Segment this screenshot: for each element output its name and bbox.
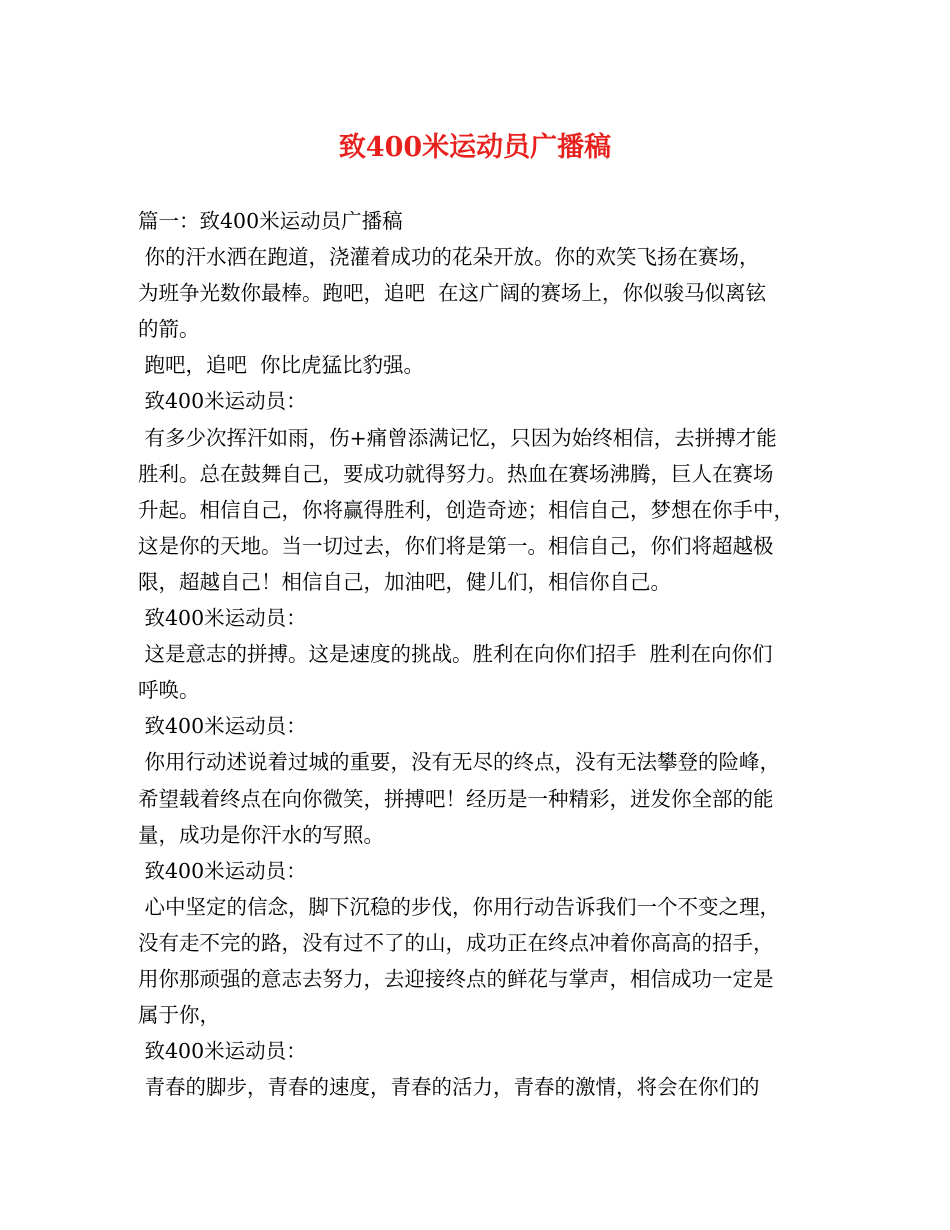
text-line: 希望载着终点在向你微笑，拼搏吧！经历是一种精彩，迸发你全部的能 <box>138 786 774 811</box>
text-line: 为班争光数你最棒。跑吧，追吧 在这广阔的赛场上，你似骏马似离铉 <box>138 281 767 306</box>
text-line: 你的汗水洒在跑道，浇灌着成功的花朵开放。你的欢笑飞扬在赛场， <box>138 245 760 270</box>
text-line: 篇一：致400米运动员广播稿 <box>138 209 403 233</box>
text-line: 致400米运动员： <box>138 389 307 414</box>
text-line: 属于你， <box>138 1003 220 1028</box>
text-line: 限，超越自己！相信自己，加油吧，健儿们，相信你自己。 <box>138 569 671 594</box>
text-line: 升起。相信自己，你将赢得胜利，创造奇迹；相信自己，梦想在你手中， <box>138 497 794 522</box>
text-line: 致400米运动员： <box>138 606 307 631</box>
text-line: 这是意志的拼搏。这是速度的挑战。胜利在向你们招手 胜利在向你们 <box>138 642 773 667</box>
text-line: 胜利。总在鼓舞自己，要成功就得努力。热血在赛场沸腾，巨人在赛场 <box>138 461 774 486</box>
text-line: 呼唤。 <box>138 678 200 703</box>
text-line: 你用行动述说着过城的重要，没有无尽的终点，没有无法攀登的险峰， <box>138 750 781 775</box>
text-line: 这是你的天地。当一切过去，你们将是第一。相信自己，你们将超越极 <box>138 533 774 558</box>
document-title: 致400米运动员广播稿 <box>338 132 612 163</box>
text-line: 致400米运动员： <box>138 714 307 739</box>
text-line: 的箭。 <box>138 317 200 342</box>
text-line: 致400米运动员： <box>138 858 307 883</box>
document-body <box>138 203 818 1105</box>
text-line: 跑吧，追吧 你比虎猛比豹强。 <box>138 353 425 378</box>
text-line: 致400米运动员： <box>138 1039 307 1064</box>
text-line: 青春的脚步，青春的速度，青春的活力，青春的激情，将会在你们的 <box>138 1075 760 1100</box>
text-line: 没有走不完的路，没有过不了的山，成功正在终点冲着你高高的招手， <box>138 930 774 955</box>
text-line: 心中坚定的信念，脚下沉稳的步伐，你用行动告诉我们一个不变之理， <box>138 894 781 919</box>
text-line: 量，成功是你汗水的写照。 <box>138 822 384 847</box>
text-line: 用你那顽强的意志去努力，去迎接终点的鲜花与掌声，相信成功一定是 <box>138 966 774 991</box>
text-line: 有多少次挥汗如雨，伤+痛曾添满记忆，只因为始终相信，去拼搏才能 <box>138 425 777 450</box>
